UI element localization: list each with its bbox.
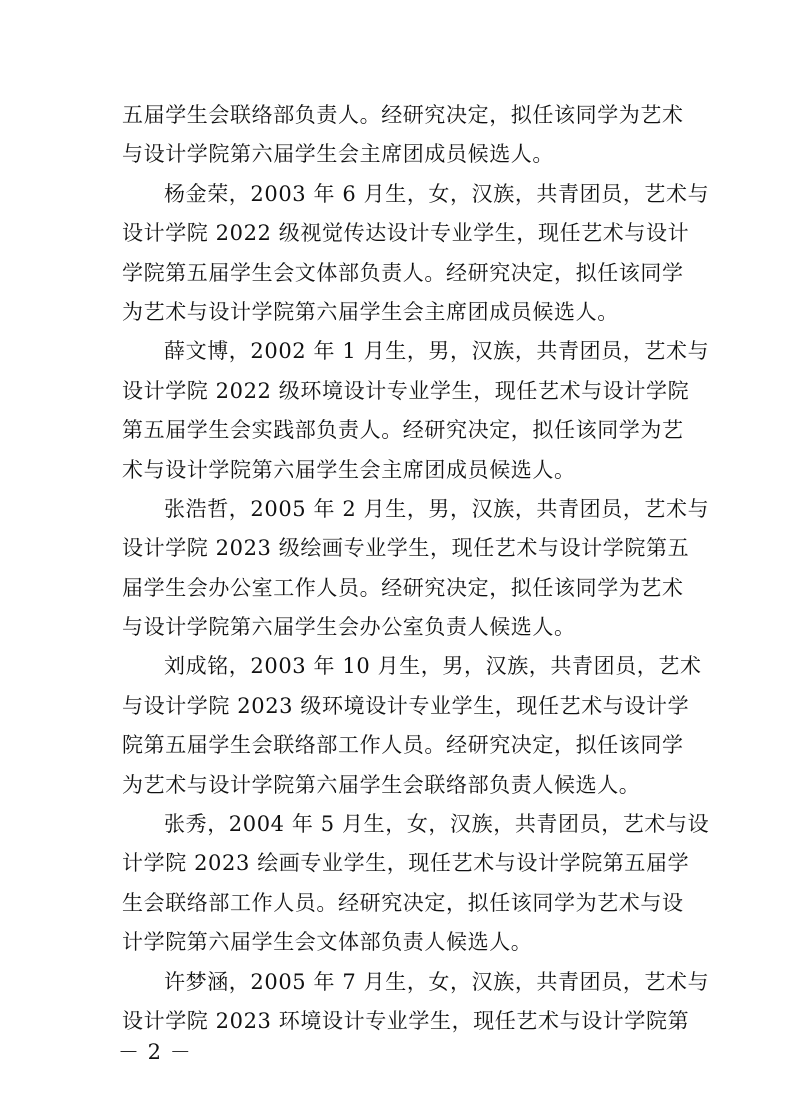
text-line: 术与设计学院第六届学生会主席团成员候选人。	[122, 457, 576, 482]
paragraph-zhang-haozhe	[122, 490, 710, 648]
text-line: 杨金荣，2003 年 6 月生，女，汉族，共青团员，艺术与	[164, 181, 710, 206]
text-line: 为艺术与设计学院第六届学生会联络部负责人候选人。	[122, 772, 641, 797]
text-line: 薛文博，2002 年 1 月生，男，汉族，共青团员，艺术与	[164, 339, 710, 364]
document-body	[122, 96, 710, 1041]
text-line: 张秀，2004 年 5 月生，女，汉族，共青团员，艺术与设	[164, 812, 710, 837]
text-line: 设计学院 2023 级绘画专业学生，现任艺术与设计学院第五	[122, 536, 690, 561]
text-line: 院第五届学生会联络部工作人员。经研究决定，拟任该同学	[122, 733, 684, 758]
text-line: 刘成铭，2003 年 10 月生，男，汉族，共青团员，艺术	[164, 654, 702, 679]
text-line: 届学生会办公室工作人员。经研究决定，拟任该同学为艺术	[122, 575, 684, 600]
paragraph-xu-menghan	[122, 963, 710, 1042]
text-line: 生会联络部工作人员。经研究决定，拟任该同学为艺术与设	[122, 890, 684, 915]
text-line: 与设计学院 2023 级环境设计专业学生，现任艺术与设计学	[122, 693, 690, 718]
text-line: 设计学院 2022 级环境设计专业学生，现任艺术与设计学院	[122, 378, 690, 403]
paragraph-yang-jinrong	[122, 175, 710, 333]
text-line: 第五届学生会实践部负责人。经研究决定，拟任该同学为艺	[122, 418, 684, 443]
text-line: 学院第五届学生会文体部负责人。经研究决定，拟任该同学	[122, 260, 684, 285]
text-line: 与设计学院第六届学生会办公室负责人候选人。	[122, 615, 576, 640]
text-line: 计学院 2023 绘画专业学生，现任艺术与设计学院第五届学	[122, 851, 690, 876]
text-line: 五届学生会联络部负责人。经研究决定，拟任该同学为艺术	[122, 103, 684, 127]
text-line: 计学院第六届学生会文体部负责人候选人。	[122, 930, 533, 955]
text-line: 许梦涵，2005 年 7 月生，女，汉族，共青团员，艺术与	[164, 969, 710, 994]
text-line: 为艺术与设计学院第六届学生会主席团成员候选人。	[122, 299, 619, 324]
text-line: 设计学院 2023 环境设计专业学生，现任艺术与设计学院第	[122, 1008, 690, 1033]
page-number: － 2 －	[118, 1040, 192, 1064]
paragraph-continuation	[122, 96, 684, 175]
text-line: 张浩哲，2005 年 2 月生，男，汉族，共青团员，艺术与	[164, 496, 710, 521]
text-line: 设计学院 2022 级视觉传达设计专业学生，现任艺术与设计	[122, 221, 690, 246]
paragraph-zhang-xiu	[122, 805, 710, 963]
paragraph-xue-wenbo	[122, 332, 710, 490]
paragraph-liu-chengming	[122, 647, 702, 805]
text-line: 与设计学院第六届学生会主席团成员候选人。	[122, 142, 554, 167]
